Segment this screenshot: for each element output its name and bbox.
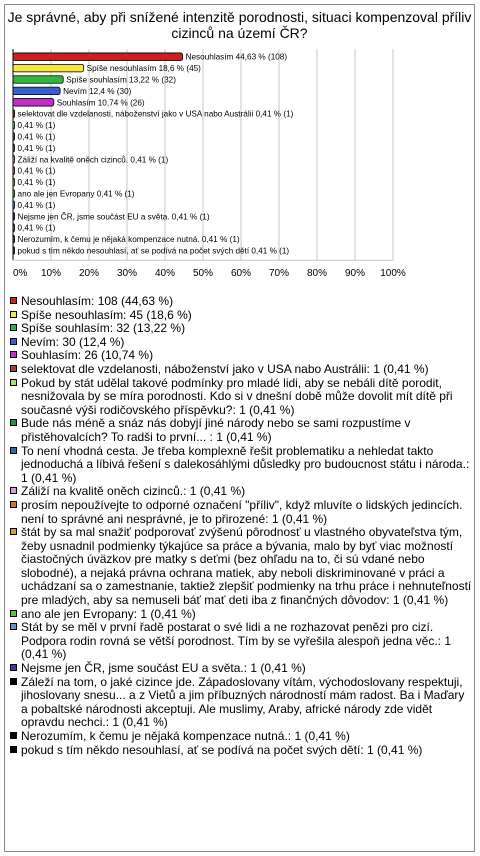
bar: [13, 178, 15, 186]
legend-item: [9, 621, 472, 662]
legend-item: [9, 322, 472, 336]
legend-item: [9, 676, 472, 730]
bar: [13, 87, 60, 95]
x-tick-label: 20%: [78, 268, 100, 280]
legend-item: [9, 485, 472, 499]
x-tick-label: 100%: [380, 268, 406, 280]
data-label: 0,41 % (1): [17, 178, 56, 188]
data-label: 0,41 % (1): [17, 143, 56, 153]
bar: [13, 76, 63, 84]
legend-label: Nevím: 30 (12,4 %): [21, 334, 125, 349]
legend-item: [9, 363, 472, 377]
legend-swatch: [10, 338, 17, 345]
data-label: pokud s tím někdo nesouhlasí, ať se podívá na počet svých dětí 0,41 % (1): [17, 246, 290, 256]
legend-item: [9, 309, 472, 323]
legend-swatch: [10, 311, 17, 318]
legend-label: Záliží na kvalitě oněch cizinců.: 1 (0,41 %): [21, 484, 246, 499]
x-tick-label: 40%: [154, 268, 176, 280]
x-tick-label: 90%: [344, 268, 366, 280]
x-tick-label: 70%: [268, 268, 290, 280]
legend-item: [9, 445, 472, 486]
x-tick-label: 30%: [116, 268, 138, 280]
chart-title: Je správné, aby při snížené intenzitě porodnosti, situaci kompenzoval příliv cizinců na území ČR?: [7, 9, 472, 41]
bar: [13, 224, 15, 232]
legend-item: [9, 730, 472, 744]
legend-label: Nesouhlasím: 108 (44,63 %): [21, 294, 174, 308]
chart-frame: [4, 4, 475, 852]
x-tick-label: 0%: [13, 268, 28, 280]
chart-legend: [9, 295, 472, 757]
legend-swatch: [10, 487, 17, 494]
data-label: Záliží na kvalitě oněch cizinců. 0,41 % (1): [17, 155, 169, 165]
bar: [13, 99, 54, 107]
data-label: Spíše nesouhlasím 18,6 % (45): [86, 64, 201, 74]
bar: [13, 213, 15, 221]
legend-item: [9, 744, 472, 758]
legend-label: Spíše nesouhlasím: 45 (18,6 %): [21, 307, 192, 322]
data-label: 0,41 % (1): [17, 223, 56, 233]
legend-label: selektovat dle vzdelanosti, náboženství jako v USA nabo Austrálii: 1 (0,41 %): [21, 361, 429, 376]
bar: [13, 53, 183, 61]
legend-item: [9, 417, 472, 444]
legend-swatch: [10, 379, 17, 386]
bar: [13, 235, 15, 243]
legend-label: štát by sa mal snažiť podporovať zvýšenú pôrodnosť u vlastného obyvateľstva tým, žeby usnadnil podmienky týkajúce sa práce a bývania, malo by byť viac možností čiastočných úväzkov pre matky s deťmi (bez ohľadu na to, či sú vdané nebo slobodné), a nejaká právna ochrana matiek, aby neboli diskriminované v práci a uchádzaní sa o zamestnanie, taktiež zlepšiť podmienky na trhu práce i nehnuteľností pre mladých, aby sa nemuseli báť mať deti iba z finančných dôvodov: 1 (0,41 %): [21, 525, 472, 608]
bar: [13, 144, 15, 152]
legend-swatch: [10, 664, 17, 671]
legend-swatch: [10, 623, 17, 630]
legend-item: [9, 336, 472, 350]
legend-swatch: [10, 324, 17, 331]
data-label: Nejsme jen ČR, jsme součást EU a světa. 0,41 % (1): [17, 212, 210, 222]
data-label: Nerozumím, k čemu je nějaká kompenzace nutná. 0,41 % (1): [17, 235, 240, 245]
x-tick-label: 80%: [306, 268, 328, 280]
legend-item: [9, 608, 472, 622]
legend-label: To není vhodná cesta. Je třeba komplexně řešit problematiku a nehledat takto jednoduchá a líbivá řešení s dalekosáhlými důsledky pro budoucnost státu i národa.: 1 (0,41 %): [21, 443, 470, 485]
bar: [13, 190, 15, 198]
legend-label: Záleží na tom, o jaké cizince jde. Západoslovany vítám, východoslovany respektuji, jihoslovany snesu... a z Vietů a jim příbuzných národností mám radost. Ba i Maďary a pobaltské národnosti akceptuji. Ale muslimy, Araby, africké národy zde vidět opravdu nechci.: 1 (0,41 %): [21, 674, 465, 730]
legend-swatch: [10, 501, 17, 508]
data-label: Nevím 12,4 % (30): [63, 86, 132, 96]
bar: [13, 201, 15, 209]
legend-label: Bude nás méně a snáz nás dobyjí jiné národy nebo se sami rozpustíme v přistěhovalcích? To radši to první... : 1 (0,41 %): [21, 416, 411, 444]
bar: [13, 167, 15, 175]
x-tick-label: 60%: [230, 268, 252, 280]
bar: [13, 64, 84, 72]
data-label: 0,41 % (1): [17, 200, 56, 210]
legend-label: pokud s tím někdo nesouhlasí, ať se podívá na počet svých dětí: 1 (0,41 %): [21, 742, 423, 757]
x-tick-label: 10%: [40, 268, 62, 280]
data-label: Nesouhlasím 44,63 % (108): [185, 52, 288, 62]
legend-label: Pokud by stát udělal takové podmínky pro mladé lidi, aby se nebáli dítě porodit, nesnižovala by se míra porodnosti. Kdo si v dnešní době může dovolit mít dítě při současné výši rodičovského příspěvku?: 1 (0,41 %): [21, 375, 453, 417]
data-label: Souhlasím 10,74 % (26): [56, 98, 145, 108]
legend-item: [9, 349, 472, 363]
legend-swatch: [10, 419, 17, 426]
legend-label: Spíše souhlasím: 32 (13,22 %): [21, 321, 186, 336]
x-tick-label: 50%: [192, 268, 214, 280]
data-label: ano ale jen Evropany 0,41 % (1): [17, 189, 135, 199]
legend-item: [9, 499, 472, 526]
legend-swatch: [10, 365, 17, 372]
legend-label: Nejsme jen ČR, jsme součást EU a světa.: 1 (0,41 %): [21, 661, 306, 676]
legend-label: Stát by se měl v první řadě postarat o své lidi a ne rozhazovat penězi pro cizí. Podpora rodin rovná se větší porodnost. Tím by se vyřešila alespoň jedna věc.: 1 (0,41 %): [21, 620, 452, 662]
legend-swatch: [10, 297, 17, 304]
bar: [13, 121, 15, 129]
legend-swatch: [10, 528, 17, 535]
legend-swatch: [10, 351, 17, 358]
legend-swatch: [10, 678, 17, 685]
data-label: selektovat dle vzdelanosti, náboženství jako v USA nabo Austrálii 0,41 % (1): [17, 109, 294, 119]
legend-item: [9, 377, 472, 418]
legend-swatch: [10, 746, 17, 753]
legend-item: [9, 662, 472, 676]
data-label: 0,41 % (1): [17, 166, 56, 176]
legend-swatch: [10, 447, 17, 454]
bar: [13, 110, 15, 118]
bar: [13, 247, 15, 255]
legend-item: [9, 295, 472, 309]
bar-chart: [5, 5, 475, 295]
legend-swatch: [10, 610, 17, 617]
data-label: Spíše souhlasím 13,22 % (32): [66, 75, 176, 85]
data-label: 0,41 % (1): [17, 121, 56, 131]
data-label: 0,41 % (1): [17, 132, 56, 142]
bar: [13, 156, 15, 164]
legend-label: Nerozumím, k čemu je nějaká kompenzace nutná.: 1 (0,41 %): [21, 729, 350, 743]
legend-swatch: [10, 732, 17, 739]
bar: [13, 133, 15, 141]
legend-label: prosím nepoužívejte to odporné označení "příliv", když mluvíte o lidských jedincích. není to správné ani nesprávné, je to přirozené: 1 (0,41 %): [21, 497, 463, 526]
legend-item: [9, 526, 472, 608]
legend-label: Souhlasím: 26 (10,74 %): [21, 348, 154, 363]
legend-label: ano ale jen Evropany: 1 (0,41 %): [21, 606, 196, 621]
